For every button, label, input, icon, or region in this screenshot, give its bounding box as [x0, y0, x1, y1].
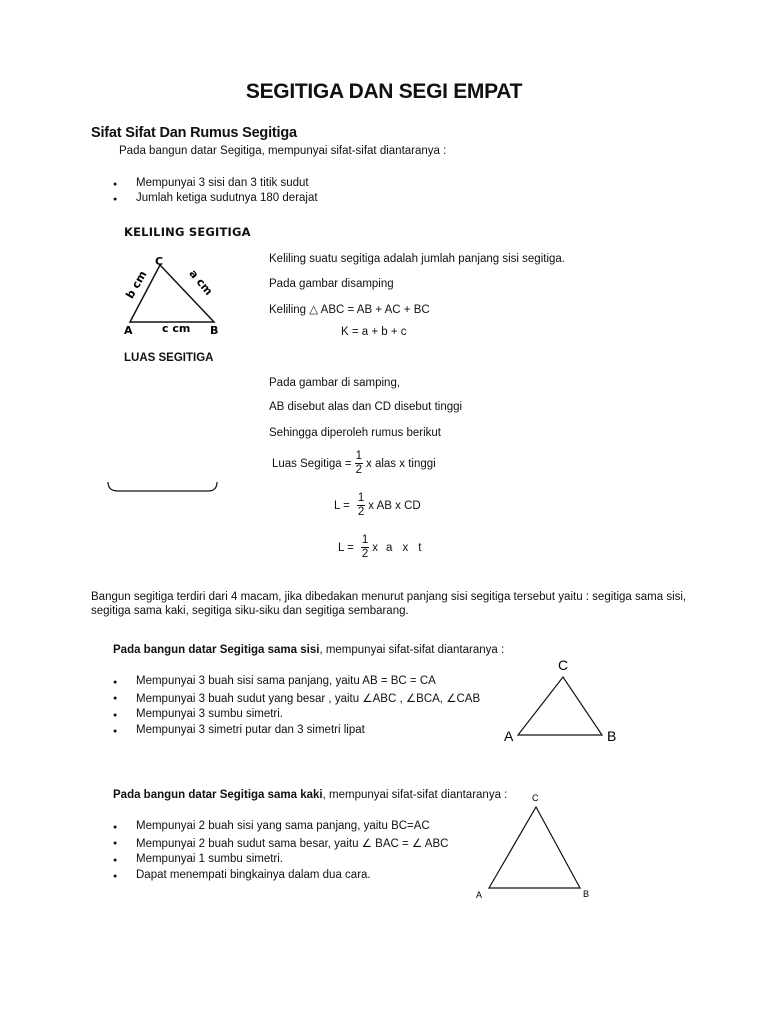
vertex-label-c: C	[532, 793, 539, 803]
luas-line-2: AB disebut alas dan CD disebut tinggi	[269, 401, 463, 413]
list-item: ● Mempunyai 2 buah sisi yang sama panjang, yaitu BC=AC	[136, 820, 430, 832]
list-item: ● Mempunyai 3 simetri putar dan 3 simetri lipat	[136, 724, 365, 736]
vertex-label-a: A	[504, 728, 514, 744]
vertex-label-c: C	[155, 255, 164, 268]
vertex-label-b: B	[210, 324, 219, 337]
page-title: SEGITIGA DAN SEGI EMPAT	[245, 80, 523, 103]
vertex-label-b: B	[583, 889, 590, 899]
keliling-formula: Keliling △ ABC = AB + AC + BC	[269, 304, 430, 316]
list-item: ● Mempunyai 1 sumbu simetri.	[136, 853, 283, 865]
vertex-label-a: A	[476, 890, 483, 900]
list-item: ● Mempunyai 3 sumbu simetri.	[136, 708, 283, 720]
sama-kaki-lead: Pada bangun datar Segitiga sama kaki, mempunyai sifat-sifat diantaranya :	[113, 789, 508, 801]
luas-heading: LUAS SEGITIGA	[124, 352, 214, 364]
keliling-heading: KELILING SEGITIGA	[124, 225, 251, 239]
side-label-c: c cm	[162, 322, 191, 335]
section-intro: Pada bangun datar Segitiga, mempunyai sifat-sifat diantaranya :	[119, 145, 447, 157]
luas-line-3: Sehingga diperoleh rumus berikut	[269, 427, 441, 439]
luas-formula-3: L = $\frac{1}{2}$ x a x t	[338, 534, 422, 560]
keliling-line-1: Keliling suatu segitiga adalah jumlah panjang sisi segitiga.	[269, 253, 565, 265]
keliling-formula-short: K = a + b + c	[341, 326, 407, 338]
vertex-label-b: B	[607, 728, 617, 744]
keliling-line-2: Pada gambar disamping	[269, 278, 394, 290]
vertex-label-a: A	[124, 324, 133, 337]
list-item: ● Dapat menempati bingkainya dalam dua cara.	[136, 869, 371, 881]
list-item: ● Mempunyai 3 sisi dan 3 titik sudut	[136, 177, 309, 189]
side-label-a: a cm	[186, 267, 216, 298]
list-item: ● Mempunyai 2 buah sudut sama besar, yaitu ∠ BAC = ∠ ABC	[136, 836, 448, 850]
list-item: ● Mempunyai 3 buah sisi sama panjang, yaitu AB = BC = CA	[136, 675, 436, 687]
luas-formula-1: Luas Segitiga = $\frac{1}{2}$ x alas x tinggi	[272, 450, 436, 476]
sama-sisi-lead: Pada bangun datar Segitiga sama sisi, mempunyai sifat-sifat diantaranya :	[113, 644, 505, 656]
list-item: ● Mempunyai 3 buah sudut yang besar , yaitu ∠ABC , ∠BCA, ∠CAB	[136, 691, 480, 705]
luas-line-1: Pada gambar di samping,	[269, 377, 401, 389]
side-label-b: b cm	[123, 268, 150, 301]
types-paragraph: Bangun segitiga terdiri dari 4 macam, jika dibedakan menurut panjang sisi segitiga tersebut yaitu : segitiga sama sisi, segitiga sama kaki, segitiga siku-siku dan segitiga sembarang.	[91, 591, 687, 617]
list-item: ● Jumlah ketiga sudutnya 180 derajat	[136, 192, 318, 204]
luas-formula-2: L = $\frac{1}{2}$ x AB x CD	[334, 492, 421, 518]
vertex-label-c: C	[558, 657, 569, 673]
section-heading-sifat: Sifat Sifat Dan Rumus Segitiga	[91, 125, 297, 141]
